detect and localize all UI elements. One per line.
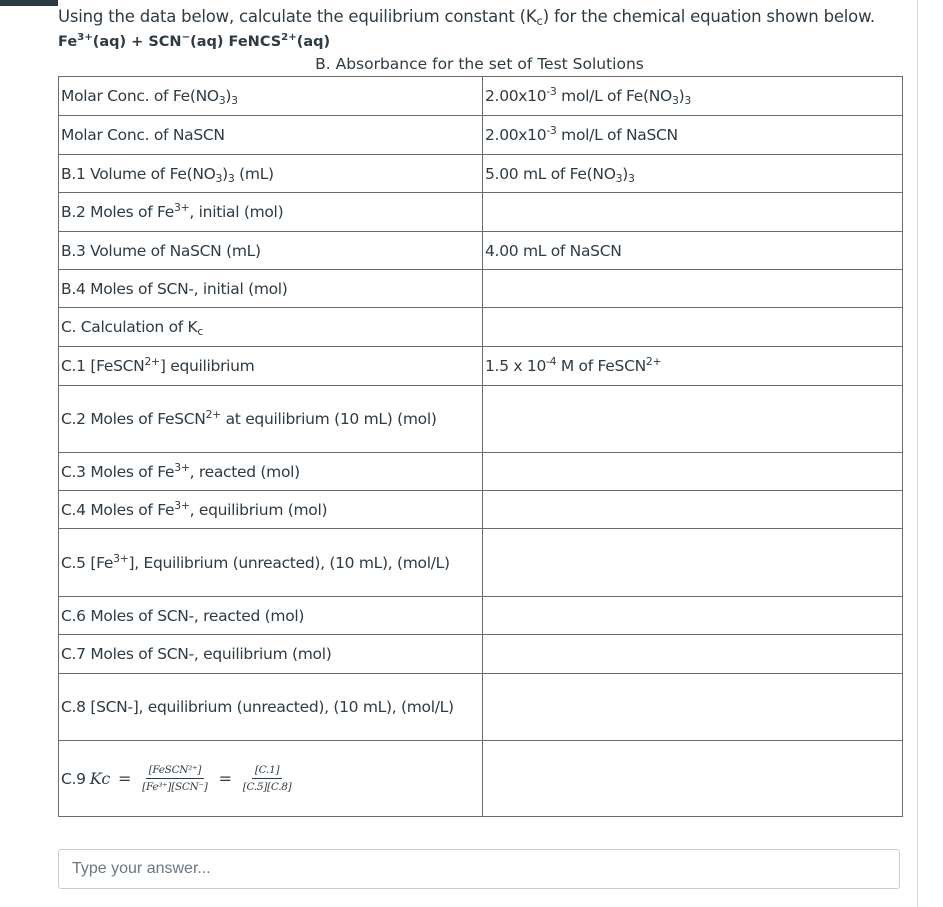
top-bar-accent — [0, 0, 58, 6]
label-sup: 2+ — [205, 408, 221, 421]
table-row — [59, 270, 903, 308]
table-row — [59, 635, 903, 674]
value-text: 2.00x10 — [485, 87, 547, 105]
fraction-denominator: [C.5][C.8] — [242, 781, 292, 793]
fraction-denominator: [Fe³⁺][SCN⁻] — [142, 781, 208, 793]
row-value — [483, 741, 903, 817]
value-text: ) — [622, 164, 628, 183]
row-label: B.4 Moles of SCN-, initial (mol) — [59, 270, 483, 308]
eq-product-charge: 2+ — [281, 32, 297, 43]
chemical-equation — [58, 34, 330, 50]
kc-formula — [61, 764, 294, 793]
label-sup: 3+ — [174, 460, 190, 474]
question-kc-subscript: c — [536, 14, 543, 28]
kc-symbol: Kc — [89, 769, 111, 788]
label-text: , equilibrium (mol) — [189, 500, 328, 519]
value-sup: -4 — [546, 355, 557, 368]
table-row — [59, 597, 903, 635]
kc-fraction-concentrations — [139, 764, 210, 793]
label-text: C.5 [Fe — [61, 553, 114, 572]
label-text: B.1 Volume of Fe(NO — [61, 164, 216, 183]
eq-mid2: (aq) FeNCS — [190, 34, 282, 50]
row-value — [483, 155, 903, 193]
value-sub: 3 — [627, 171, 635, 185]
row-value — [483, 308, 903, 347]
label-sub: 3 — [231, 94, 238, 107]
label-sub: 3 — [227, 171, 235, 185]
label-text: C.1 [FeSCN — [61, 357, 145, 375]
table-row — [59, 386, 903, 453]
kc-equals: = — [118, 769, 132, 788]
label-text: Molar Conc. of Fe(NO — [61, 87, 219, 105]
question-text-end: ) for the chemical equation shown below. — [542, 7, 875, 26]
value-text: M of FeSCN — [556, 357, 646, 375]
label-text: at equilibrium (10 mL) (mol) — [220, 410, 437, 428]
row-label — [59, 453, 483, 491]
eq-fe-charge: 3+ — [77, 32, 93, 43]
table-row — [59, 155, 903, 193]
kc-fraction-references — [240, 764, 295, 793]
row-label — [59, 193, 483, 232]
row-label — [59, 529, 483, 597]
kc-equals-2: = — [218, 769, 232, 788]
label-text: , reacted (mol) — [189, 462, 300, 481]
row-value — [483, 491, 903, 529]
table-row — [59, 77, 903, 116]
label-text: ) — [222, 164, 228, 183]
table-row — [59, 529, 903, 597]
table-row — [59, 491, 903, 529]
table-row — [59, 347, 903, 386]
value-text: 2.00x10 — [485, 126, 547, 144]
label-sup: 2+ — [144, 355, 160, 368]
value-sub: 3 — [684, 94, 691, 107]
row-label — [59, 741, 483, 817]
row-value — [483, 674, 903, 741]
data-table — [58, 76, 903, 817]
value-sup: -3 — [546, 85, 557, 98]
table-row — [59, 116, 903, 155]
table-row — [59, 193, 903, 232]
row-value — [483, 529, 903, 597]
table-row — [59, 308, 903, 347]
label-sub: 3 — [215, 171, 223, 185]
table-row — [59, 741, 903, 817]
row-value — [483, 453, 903, 491]
fraction-numerator: [FeSCN²⁺] — [146, 764, 205, 779]
label-sup: 3+ — [174, 498, 190, 512]
label-text: , initial (mol) — [189, 203, 284, 221]
row-value: 4.00 mL of NaSCN — [483, 232, 903, 270]
table-row — [59, 674, 903, 741]
table-row — [59, 453, 903, 491]
label-text: ], Equilibrium (unreacted), (10 mL), (mol/L) — [128, 553, 450, 572]
label-sup: 3+ — [174, 201, 190, 214]
row-label: Molar Conc. of NaSCN — [59, 116, 483, 155]
label-text: C.2 Moles of FeSCN — [61, 410, 206, 428]
label-sub: c — [197, 325, 204, 338]
label-text: (mL) — [234, 164, 274, 183]
row-label: B.3 Volume of NaSCN (mL) — [59, 232, 483, 270]
row-label: C.7 Moles of SCN-, equilibrium (mol) — [59, 635, 483, 674]
table-caption: B. Absorbance for the set of Test Solutions — [315, 55, 644, 73]
row-label: C.6 Moles of SCN-, reacted (mol) — [59, 597, 483, 635]
row-value — [483, 77, 903, 116]
label-text: ] equilibrium — [159, 357, 255, 375]
row-value — [483, 270, 903, 308]
label-text: C. Calculation of K — [61, 318, 198, 336]
value-sup: 2+ — [645, 355, 662, 368]
row-value — [483, 347, 903, 386]
value-sup: -3 — [546, 124, 557, 137]
value-sub: 3 — [615, 171, 623, 185]
eq-mid: (aq) + SCN — [92, 34, 182, 50]
row-value — [483, 193, 903, 232]
row-label — [59, 347, 483, 386]
label-text: C.3 Moles of Fe — [61, 462, 175, 481]
row-label — [59, 77, 483, 116]
question-text-main: Using the data below, calculate the equilibrium constant (K — [58, 7, 537, 26]
eq-end: (aq) — [296, 34, 331, 50]
eq-fe: Fe — [58, 34, 78, 50]
eq-scn-charge: − — [181, 32, 191, 43]
value-text: 5.00 mL of Fe(NO — [485, 164, 616, 183]
label-sup: 3+ — [113, 551, 129, 565]
content-right-border — [917, 0, 918, 907]
answer-input[interactable] — [58, 849, 900, 889]
row-label — [59, 155, 483, 193]
row-label — [59, 386, 483, 453]
row-value — [483, 386, 903, 453]
row-value — [483, 116, 903, 155]
row-value — [483, 597, 903, 635]
value-text: ) — [678, 87, 685, 105]
label-text: C.4 Moles of Fe — [61, 500, 175, 519]
fraction-numerator: [C.1] — [252, 764, 282, 779]
value-text: 1.5 x 10 — [485, 357, 547, 375]
row-value — [483, 635, 903, 674]
value-text: mol/L of NaSCN — [556, 126, 678, 144]
kc-row-label: C.9 — [61, 769, 86, 788]
label-text: B.2 Moles of Fe — [61, 203, 175, 221]
value-text: mol/L of Fe(NO — [556, 87, 672, 105]
label-text: ) — [225, 87, 232, 105]
value-sub: 3 — [671, 94, 679, 107]
row-label — [59, 491, 483, 529]
row-label: C.8 [SCN-], equilibrium (unreacted), (10 mL), (mol/L) — [59, 674, 483, 741]
row-label — [59, 308, 483, 347]
question-text — [58, 6, 908, 27]
table-row — [59, 232, 903, 270]
label-sub: 3 — [218, 94, 226, 107]
